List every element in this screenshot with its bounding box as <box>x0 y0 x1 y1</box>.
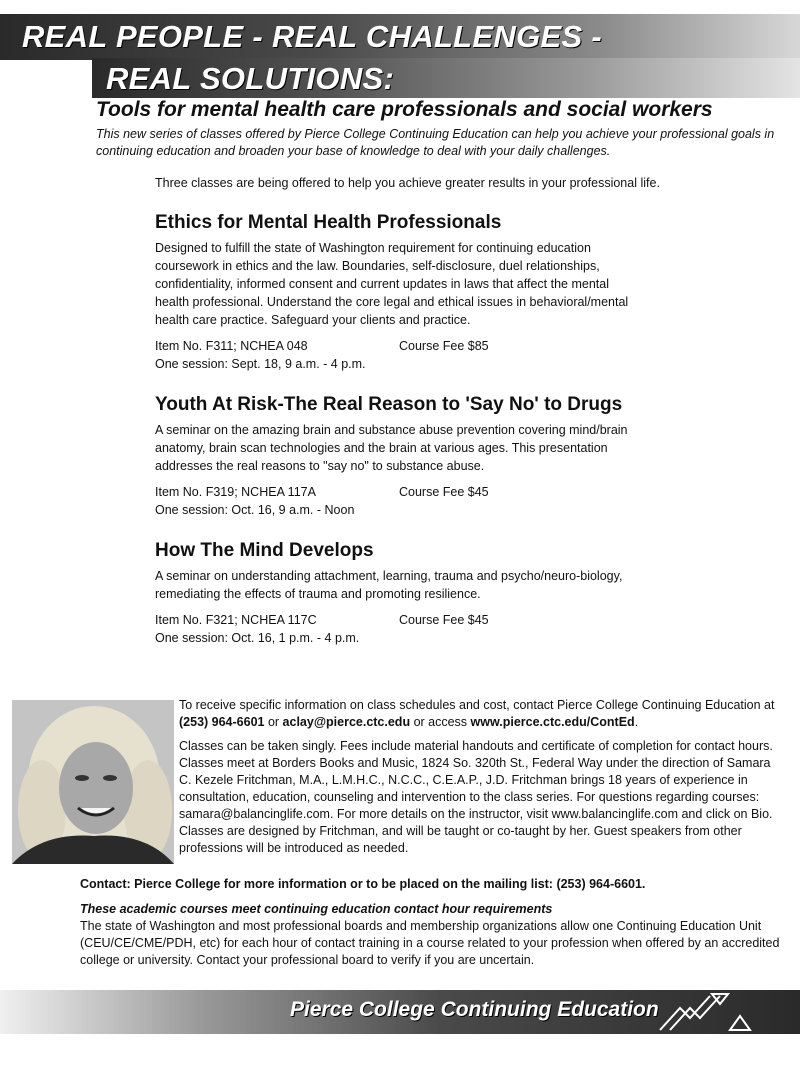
course-fee: Course Fee $45 <box>399 485 489 499</box>
course-title: Ethics for Mental Health Professionals <box>155 212 502 233</box>
academic-requirements-body: The state of Washington and most professional boards and membership organizations allow one Continuing Education Unit (CEU/CE/CME/PDH, etc) for each hour of contact training in a course related to your profession when offered by an accredited college or university. Contact your professional board to verify if you are uncertain. <box>80 919 780 967</box>
course-mind-develops <box>155 540 635 647</box>
page-subtitle: Tools for mental health care professionals and social workers <box>96 98 713 121</box>
instructor-portrait-icon <box>12 700 174 864</box>
course-fee: Course Fee $45 <box>399 613 489 627</box>
course-description: A seminar on understanding attachment, learning, trauma and psycho/neuro-biology, remediating the effects of trauma and promoting resilience. <box>155 569 623 601</box>
course-item-number: Item No. F321; NCHEA 117C <box>155 613 317 627</box>
course-item-row <box>155 337 635 355</box>
contact-info-text: To receive specific information on class schedules and cost, contact Pierce College Continuing Education at <box>179 698 775 712</box>
course-item-row <box>155 611 635 629</box>
contact-website-link[interactable]: www.pierce.ctc.edu/ContEd <box>470 715 635 729</box>
academic-requirements-title: These academic courses meet continuing education contact hour requirements <box>80 902 553 916</box>
contact-email-link[interactable]: aclay@pierce.ctc.edu <box>282 715 411 729</box>
course-session: One session: Oct. 16, 1 p.m. - 4 p.m. <box>155 631 360 645</box>
course-session: One session: Sept. 18, 9 a.m. - 4 p.m. <box>155 357 366 371</box>
contact-info-paragraph <box>179 697 779 731</box>
header-title-line1: REAL PEOPLE - REAL CHALLENGES - <box>22 19 602 54</box>
course-ethics <box>155 212 635 373</box>
contact-access: or access <box>410 715 471 729</box>
contact-block <box>179 697 779 864</box>
header-banner-line2 <box>92 58 800 98</box>
course-item-number: Item No. F319; NCHEA 117A <box>155 485 316 499</box>
instructor-photo <box>12 700 174 864</box>
mailing-list-contact: Contact: Pierce College for more information or to be placed on the mailing list: (253) 964-6601. <box>80 877 646 891</box>
contact-phone: (253) 964-6601 <box>179 715 265 729</box>
course-youth-at-risk <box>155 394 635 519</box>
footer-banner <box>0 990 800 1034</box>
course-description: Designed to fulfill the state of Washington requirement for continuing education coursework in ethics and the law. Boundaries, self-disclosure, duel relationships, confidentiality, informed consent and current updates in laws that affect the mental health professional. Understand the core legal and ethical issues in behavioral/mental health care practice. Safeguard your clients and practice. <box>155 241 629 327</box>
pierce-college-logo-icon <box>656 990 776 1034</box>
course-title: Youth At Risk-The Real Reason to 'Say No' to Drugs <box>155 394 623 415</box>
course-description: A seminar on the amazing brain and substance abuse prevention covering mind/brain anatomy, brain scan technologies and the brain at various ages. This presentation addresses the real reasons to "say no" to substance abuse. <box>155 423 628 473</box>
contact-or: or <box>264 715 283 729</box>
footer-title: Pierce College Continuing Education <box>290 998 659 1021</box>
course-fee: Course Fee $85 <box>399 339 489 353</box>
lead-sentence: Three classes are being offered to help you achieve greater results in your professional life. <box>155 176 660 190</box>
contact-period: . <box>634 715 639 729</box>
header-title-line2: REAL SOLUTIONS: <box>106 61 395 96</box>
course-title: How The Mind Develops <box>155 540 374 561</box>
course-item-number: Item No. F311; NCHEA 048 <box>155 339 308 353</box>
intro-paragraph: This new series of classes offered by Pierce College Continuing Education can help you achieve your professional goals in continuing education and broaden your base of knowledge to deal with your daily challenges. <box>96 127 775 158</box>
classes-paragraph: Classes can be taken singly. Fees include material handouts and certificate of completion for contact hours. Classes meet at Borders Books and Music, 1824 So. 320th St., Federal Way under the direction of Samara C. Kezele Fritchman, M.A., L.M.H.C., N.C.C., C.E.A.P., J.D. Fritchman brings 18 years of experience in consultation, education, counseling and intervention to the class series. For questions regarding courses: samara@balancinglife.com. For more details on the instructor, visit www.balancinglife.com and click on Bio. Classes are designed by Fritchman, and will be taught or co-taught by her. Guest speakers from other professions will be introduced as needed. <box>179 739 773 855</box>
course-item-row <box>155 483 635 501</box>
course-session: One session: Oct. 16, 9 a.m. - Noon <box>155 503 355 517</box>
header-banner-line1 <box>0 14 800 60</box>
